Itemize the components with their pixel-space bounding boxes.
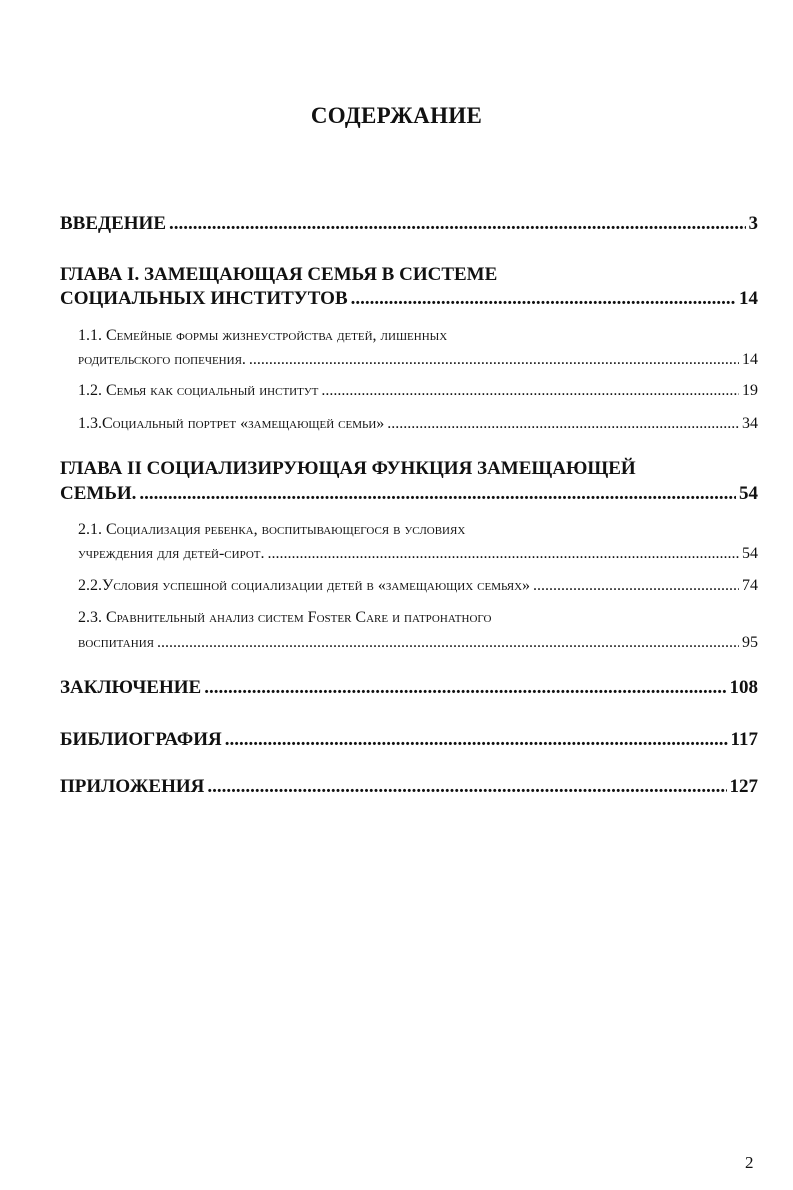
- toc-entry-section-1-2[interactable]: [78, 381, 758, 401]
- toc-entry-section-2-3[interactable]: [78, 633, 758, 653]
- toc-entry-appendices[interactable]: [60, 776, 758, 798]
- toc-section-1-1-line1[interactable]: 1.1. Семейные формы жизнеустройства детей, лишенных: [78, 327, 448, 344]
- toc-entry-label: родительского попечения.: [78, 351, 246, 368]
- toc-entry-label: ЗАКЛЮЧЕНИЕ: [60, 677, 202, 698]
- toc-entry-label: воспитания: [78, 634, 154, 651]
- dot-leader: [249, 350, 739, 370]
- dot-leader: [533, 576, 739, 596]
- dot-leader: [225, 729, 728, 751]
- toc-entry-section-1-3[interactable]: [78, 414, 758, 434]
- toc-entry-page: 117: [730, 729, 758, 750]
- dot-leader: [139, 483, 736, 505]
- toc-entry-label: БИБЛИОГРАФИЯ: [60, 729, 222, 750]
- toc-entry-label: 2.2.Условия успешной социализации детей в «замещающих семьях»: [78, 577, 531, 594]
- toc-section-2-3-line1[interactable]: 2.3. Сравнительный анализ систем Foster Care и патронатного: [78, 609, 492, 626]
- toc-entry-label: учреждения для детей-сирот.: [78, 545, 265, 562]
- dot-leader: [204, 677, 726, 699]
- dot-leader: [169, 213, 746, 235]
- toc-chapter2-title-line1[interactable]: ГЛАВА II СОЦИАЛИЗИРУЮЩАЯ ФУНКЦИЯ ЗАМЕЩАЮЩЕЙ: [60, 458, 636, 479]
- toc-entry-chapter1[interactable]: [60, 288, 758, 310]
- toc-entry-conclusion[interactable]: [60, 677, 758, 699]
- toc-entry-page: 74: [742, 577, 758, 594]
- toc-entry-page: 14: [742, 351, 758, 368]
- toc-entry-page: 19: [742, 382, 758, 399]
- toc-entry-page: 54: [739, 483, 758, 504]
- toc-entry-page: 127: [729, 776, 758, 797]
- toc-entry-intro[interactable]: [60, 213, 758, 235]
- toc-entry-label: 1.2. Семья как социальный институт: [78, 382, 319, 399]
- toc-entry-page: 3: [748, 213, 758, 234]
- dot-leader: [268, 544, 739, 564]
- dot-leader: [207, 776, 726, 798]
- toc-entry-label: ВВЕДЕНИЕ: [60, 213, 166, 234]
- toc-entry-label: СОЦИАЛЬНЫХ ИНСТИТУТОВ: [60, 288, 348, 309]
- toc-entry-bibliography[interactable]: [60, 729, 758, 751]
- toc-section-2-1-line1[interactable]: 2.1. Социализация ребенка, воспитывающегося в условиях: [78, 521, 466, 538]
- dot-leader: [351, 288, 736, 310]
- toc-entry-label: СЕМЬИ.: [60, 483, 137, 504]
- toc-entry-page: 54: [742, 545, 758, 562]
- toc-entry-page: 108: [729, 677, 758, 698]
- toc-entry-page: 95: [742, 634, 758, 651]
- page-number: 2: [745, 1153, 754, 1172]
- toc-entry-section-1-1[interactable]: [78, 350, 758, 370]
- page-title: СОДЕРЖАНИЕ: [310, 103, 483, 128]
- toc-entry-page: 14: [739, 288, 758, 309]
- toc-entry-label: 1.3.Социальный портрет «замещающей семьи»: [78, 415, 385, 432]
- toc-chapter1-title-line1[interactable]: ГЛАВА I. ЗАМЕЩАЮЩАЯ СЕМЬЯ В СИСТЕМЕ: [60, 264, 498, 285]
- dot-leader: [321, 381, 739, 401]
- toc-entry-section-2-2[interactable]: [78, 576, 758, 596]
- toc-entry-page: 34: [742, 415, 758, 432]
- toc-entry-label: ПРИЛОЖЕНИЯ: [60, 776, 205, 797]
- toc-entry-chapter2[interactable]: [60, 483, 758, 505]
- toc-entry-section-2-1[interactable]: [78, 544, 758, 564]
- dot-leader: [387, 414, 739, 434]
- dot-leader: [157, 633, 739, 653]
